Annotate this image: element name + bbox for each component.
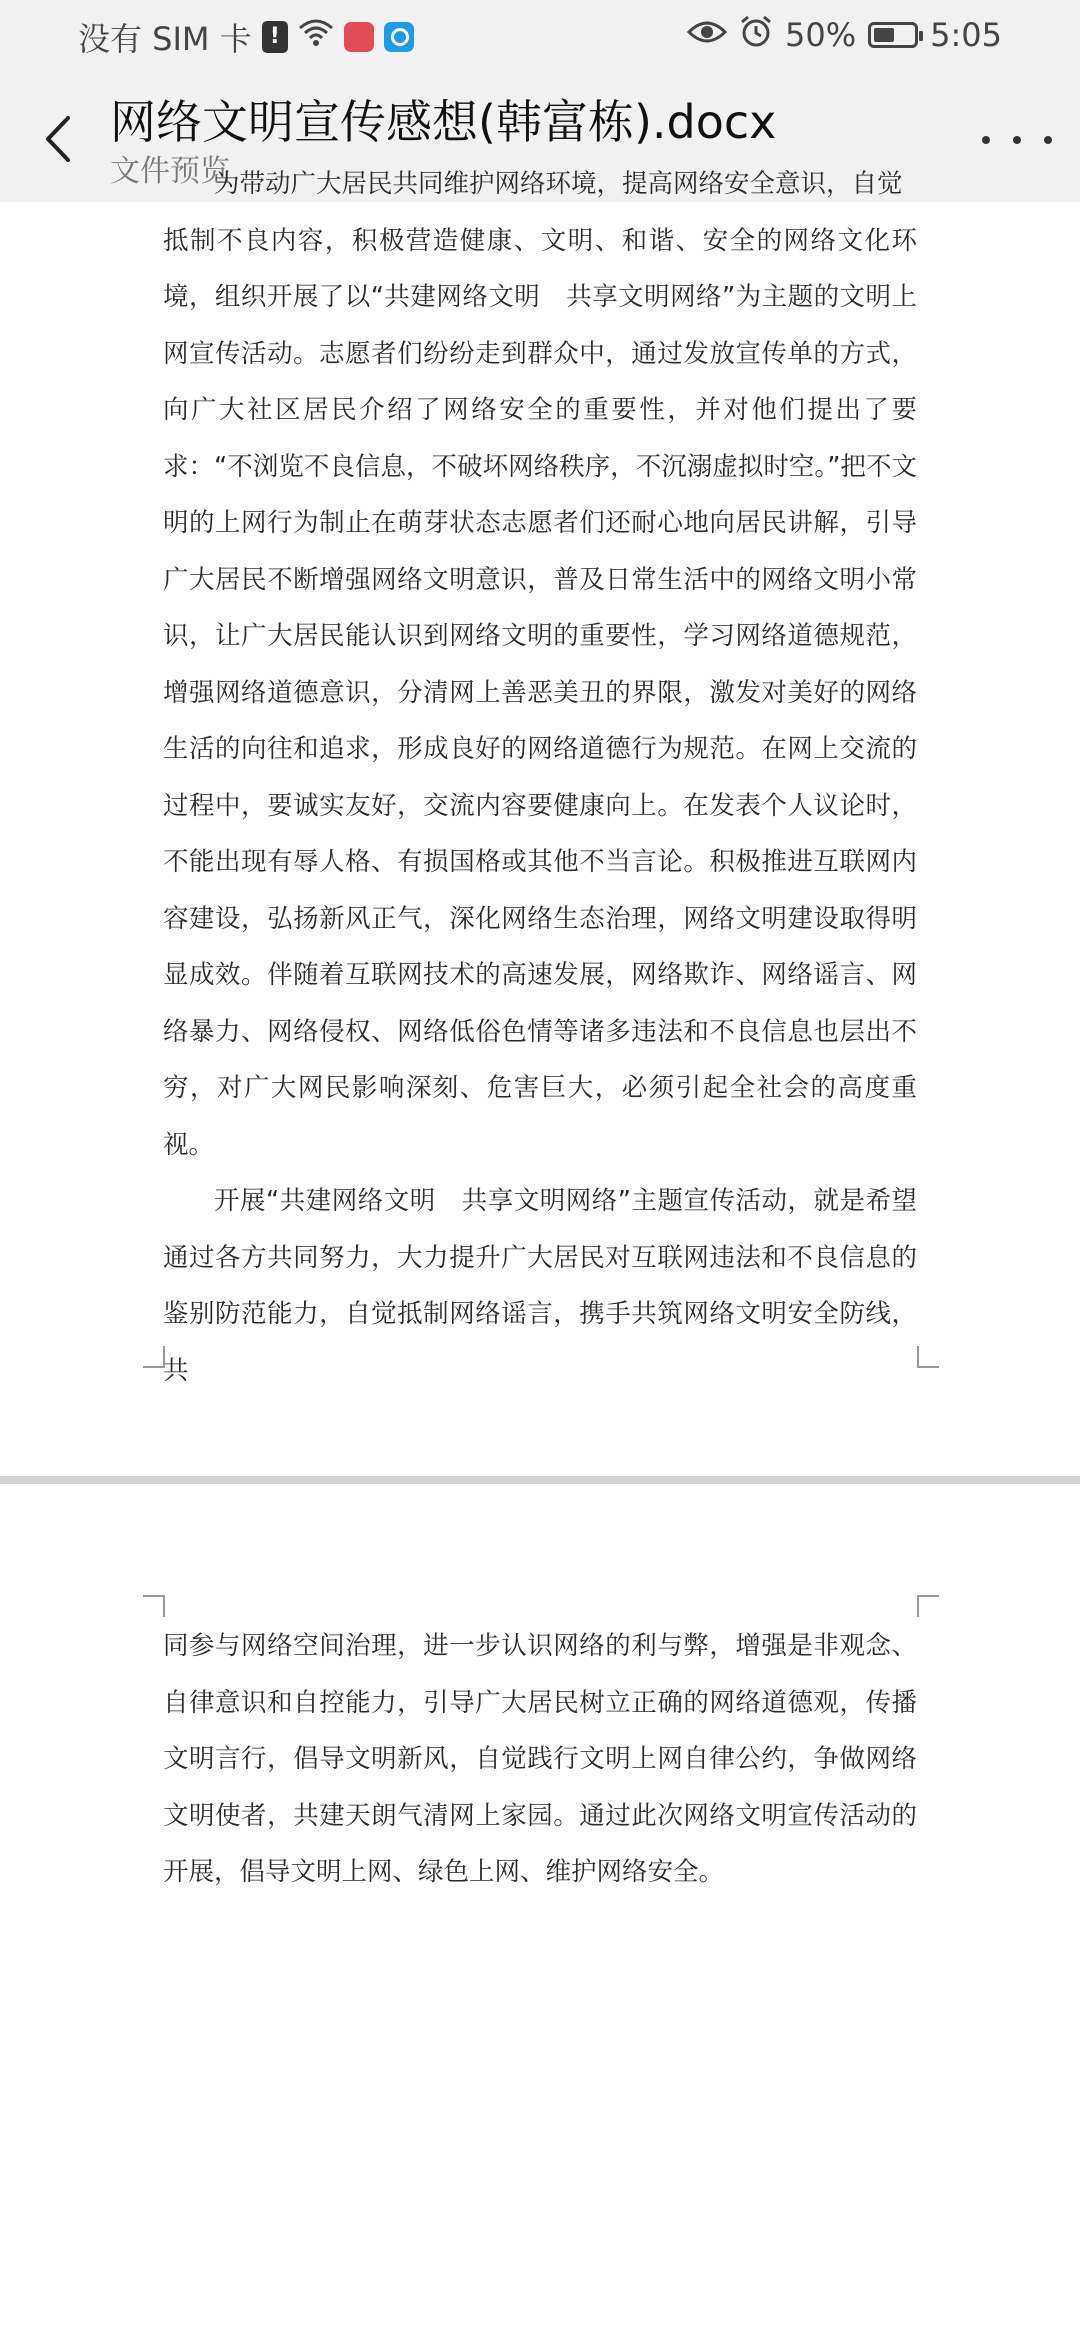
paragraph: 开展“共建网络文明 共享文明网络”主题宣传活动，就是希望通过各方共同努力，大力提升广大居民对互联网违法和不良信息的鉴别防范能力，自觉抵制网络谣言，携手共筑网络文明安全防线，共 [163,1186,917,1386]
document-subtitle: 文件预览 [110,154,230,189]
paragraph: 同参与网络空间治理，进一步认识网络的利与弊，增强是非观念、自律意识和自控能力，引导广大居民树立正确的网络道德观，传播文明言行，倡导文明新风，自觉践行文明上网自律公约，争做网络文明使者，共建天朗气清网上家园。通过此次网络文明宣传活动的开展，倡导文明上网、绿色上网、维护网络安全。 [163,1631,917,1887]
margin-corner-bottom-right [917,1346,939,1368]
more-horizontal-icon [982,136,990,144]
page-1-top-line: 为带动广大居民共同维护网络环境，提高网络安全意识，自觉 [214,169,903,199]
status-right [687,14,1002,56]
eye-icon [687,16,727,54]
margin-corner-top-right [917,1595,939,1617]
page-2-text [163,1618,917,1901]
chevron-left-icon [30,104,90,174]
margin-corner-bottom-left [143,1346,165,1368]
carrier-text: 没有 SIM 卡 [78,20,252,58]
battery-icon [868,22,918,48]
wifi-icon [298,18,334,56]
page-divider [0,1476,1080,1484]
alarm-icon [739,14,773,56]
notification-icon: ! [262,21,288,53]
battery-percent: 50% [785,16,857,54]
search-app-icon [384,22,414,52]
document-page-2[interactable] [0,1484,1080,2340]
margin-corner-top-left [143,1595,165,1617]
page-1-text [163,156,917,1386]
status-bar [0,0,1080,76]
back-button[interactable] [30,104,90,174]
document-title: 网络文明宣传感想(韩富栋).docx [110,95,777,149]
more-options-button[interactable] [982,110,1052,170]
book-app-icon [344,22,374,52]
paragraph: 抵制不良内容，积极营造健康、文明、和谐、安全的网络文化环境，组织开展了以“共建网络文明 共享文明网络”为主题的文明上网宣传活动。志愿者们纷纷走到群众中，通过发放宣传单的方式，向广大社区居民介绍了网络安全的重要性，并对他们提出了要求：“不浏览不良信息，不破坏网络秩序，不沉溺虚拟时空。”把不文明的上网行为制止在萌芽状态志愿者们还耐心地向居民讲解，引导广大居民不断增强网络文明意识，普及日常生活中的网络文明小常识，让广大居民能认识到网络文明的重要性，学习网络道德规范，增强网络道德意识，分清网上善恶美丑的界限，激发对美好的网络生活的向往和追求，形成良好的网络道德行为规范。在网上交流的过程中，要诚实友好，交流内容要健康向上。在发表个人议论时，不能出现有辱人格、有损国格或其他不当言论。积极推进互联网内容建设，弘扬新风正气，深化网络生态治理，网络文明建设取得明显成效。伴随着互联网技术的高速发展，网络欺诈、网络谣言、网络暴力、网络侵权、网络低俗色情等诸多违法和不良信息也层出不穷，对广大网民影响深刻、危害巨大，必须引起全社会的高度重视。 [163,225,917,1160]
status-left [78,14,414,60]
clock-time: 5:05 [930,16,1002,54]
